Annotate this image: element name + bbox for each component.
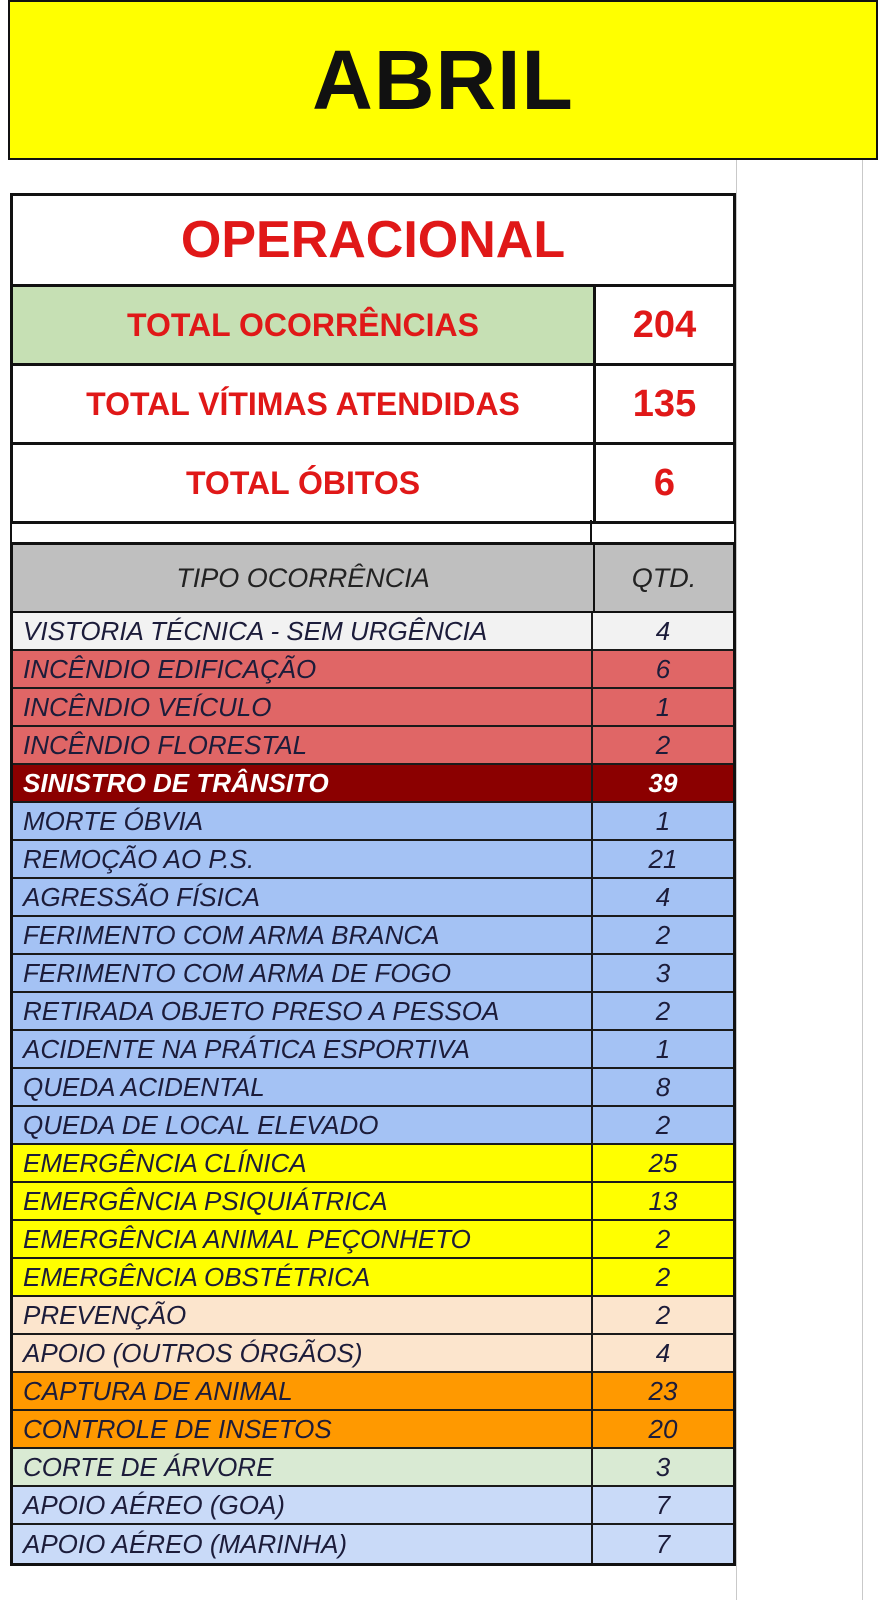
- occurrence-qty: 6: [655, 653, 671, 684]
- occurrence-type: APOIO AÉREO (GOA): [13, 1487, 593, 1523]
- table-row: [13, 1411, 733, 1449]
- occurrence-qty: 20: [648, 1413, 678, 1444]
- table-row: [13, 1297, 733, 1335]
- occurrence-type: EMERGÊNCIA ANIMAL PEÇONHETO: [13, 1221, 593, 1257]
- occurrence-type: CONTROLE DE INSETOS: [13, 1411, 593, 1447]
- table-row: [13, 1259, 733, 1297]
- table-row: [13, 689, 733, 727]
- occurrence-qty: 1: [655, 805, 671, 836]
- occurrence-type: EMERGÊNCIA OBSTÉTRICA: [13, 1259, 593, 1295]
- table-row: [13, 1031, 733, 1069]
- summary-row-total-occurrences: [13, 287, 733, 366]
- occurrence-qty: 2: [655, 729, 671, 760]
- occurrence-qty: 8: [655, 1071, 671, 1102]
- occurrence-type: INCÊNDIO EDIFICAÇÃO: [13, 651, 593, 687]
- occurrence-qty: 2: [655, 1223, 671, 1254]
- sheet-gridline: [862, 0, 863, 1600]
- occurrence-type: APOIO (OUTROS ÓRGÃOS): [13, 1335, 593, 1371]
- table-row: [13, 1183, 733, 1221]
- summary-value: 135: [632, 382, 697, 425]
- month-title: ABRIL: [312, 32, 574, 127]
- occurrence-qty: 23: [648, 1375, 678, 1406]
- occurrence-type: ACIDENTE NA PRÁTICA ESPORTIVA: [13, 1031, 593, 1067]
- table-row: [13, 917, 733, 955]
- occurrence-qty: 39: [648, 767, 678, 798]
- occurrence-type: AGRESSÃO FÍSICA: [13, 879, 593, 915]
- occurrence-type: FERIMENTO COM ARMA BRANCA: [13, 917, 593, 953]
- occurrence-type: PREVENÇÃO: [13, 1297, 593, 1333]
- table-row: [13, 1487, 733, 1525]
- occurrence-type: CAPTURA DE ANIMAL: [13, 1373, 593, 1409]
- occurrence-qty: 2: [655, 919, 671, 950]
- occurrence-qty: 2: [655, 1261, 671, 1292]
- table-row: [13, 1373, 733, 1411]
- occurrence-type: FERIMENTO COM ARMA DE FOGO: [13, 955, 593, 991]
- occurrence-type: EMERGÊNCIA PSIQUIÁTRICA: [13, 1183, 593, 1219]
- occurrence-table: [10, 542, 736, 1566]
- occurrence-type: APOIO AÉREO (MARINHA): [13, 1525, 593, 1563]
- occurrence-table-header: [13, 545, 733, 613]
- occurrence-qty: 4: [655, 615, 671, 646]
- occurrence-type: REMOÇÃO AO P.S.: [13, 841, 593, 877]
- occurrence-type: RETIRADA OBJETO PRESO A PESSOA: [13, 993, 593, 1029]
- occurrence-qty: 13: [648, 1185, 678, 1216]
- occurrence-qty: 4: [655, 881, 671, 912]
- table-row: [13, 1145, 733, 1183]
- table-row: [13, 1069, 733, 1107]
- summary-label: TOTAL OCORRÊNCIAS: [13, 287, 596, 363]
- summary-label: TOTAL ÓBITOS: [13, 445, 596, 521]
- table-row: [13, 1107, 733, 1145]
- blank-row: [10, 520, 736, 542]
- occurrence-qty: 2: [655, 1109, 671, 1140]
- occurrence-qty: 1: [655, 1033, 671, 1064]
- summary-value: 204: [632, 303, 697, 346]
- table-row: [13, 879, 733, 917]
- occurrence-qty: 2: [655, 995, 671, 1026]
- occurrence-qty: 7: [655, 1489, 671, 1520]
- occurrence-type: INCÊNDIO FLORESTAL: [13, 727, 593, 763]
- table-row: [13, 1449, 733, 1487]
- table-row: [13, 955, 733, 993]
- sheet-gridline: [736, 0, 737, 1600]
- summary-row-total-deaths: [13, 445, 733, 521]
- occurrence-rows: [13, 613, 733, 1563]
- occurrence-qty: 3: [655, 1451, 671, 1482]
- occurrence-type: SINISTRO DE TRÂNSITO: [13, 765, 593, 801]
- occurrence-qty: 2: [655, 1299, 671, 1330]
- column-header-type: TIPO OCORRÊNCIA: [13, 545, 595, 611]
- summary-value: 6: [653, 461, 676, 504]
- occurrence-qty: 7: [655, 1528, 671, 1559]
- table-row: [13, 765, 733, 803]
- table-row: [13, 1335, 733, 1373]
- occurrence-type: MORTE ÓBVIA: [13, 803, 593, 839]
- occurrence-type: QUEDA DE LOCAL ELEVADO: [13, 1107, 593, 1143]
- summary-row-total-victims: [13, 366, 733, 445]
- occurrence-type: INCÊNDIO VEÍCULO: [13, 689, 593, 725]
- occurrence-qty: 4: [655, 1337, 671, 1368]
- table-row: [13, 613, 733, 651]
- occurrence-type: VISTORIA TÉCNICA - SEM URGÊNCIA: [13, 613, 593, 649]
- occurrence-type: CORTE DE ÁRVORE: [13, 1449, 593, 1485]
- occurrence-qty: 3: [655, 957, 671, 988]
- table-row: [13, 651, 733, 689]
- table-row: [13, 803, 733, 841]
- summary-label: TOTAL VÍTIMAS ATENDIDAS: [13, 366, 596, 442]
- operational-summary: [10, 193, 736, 524]
- occurrence-qty: 1: [655, 691, 671, 722]
- table-row: [13, 1221, 733, 1259]
- column-header-qty: QTD.: [631, 562, 697, 593]
- table-row: [13, 1525, 733, 1563]
- occurrence-type: EMERGÊNCIA CLÍNICA: [13, 1145, 593, 1181]
- occurrence-qty: 25: [648, 1147, 678, 1178]
- summary-heading: OPERACIONAL: [13, 196, 733, 287]
- table-row: [13, 841, 733, 879]
- table-row: [13, 993, 733, 1031]
- occurrence-qty: 21: [648, 843, 678, 874]
- month-banner: [8, 0, 878, 160]
- table-row: [13, 727, 733, 765]
- occurrence-type: QUEDA ACIDENTAL: [13, 1069, 593, 1105]
